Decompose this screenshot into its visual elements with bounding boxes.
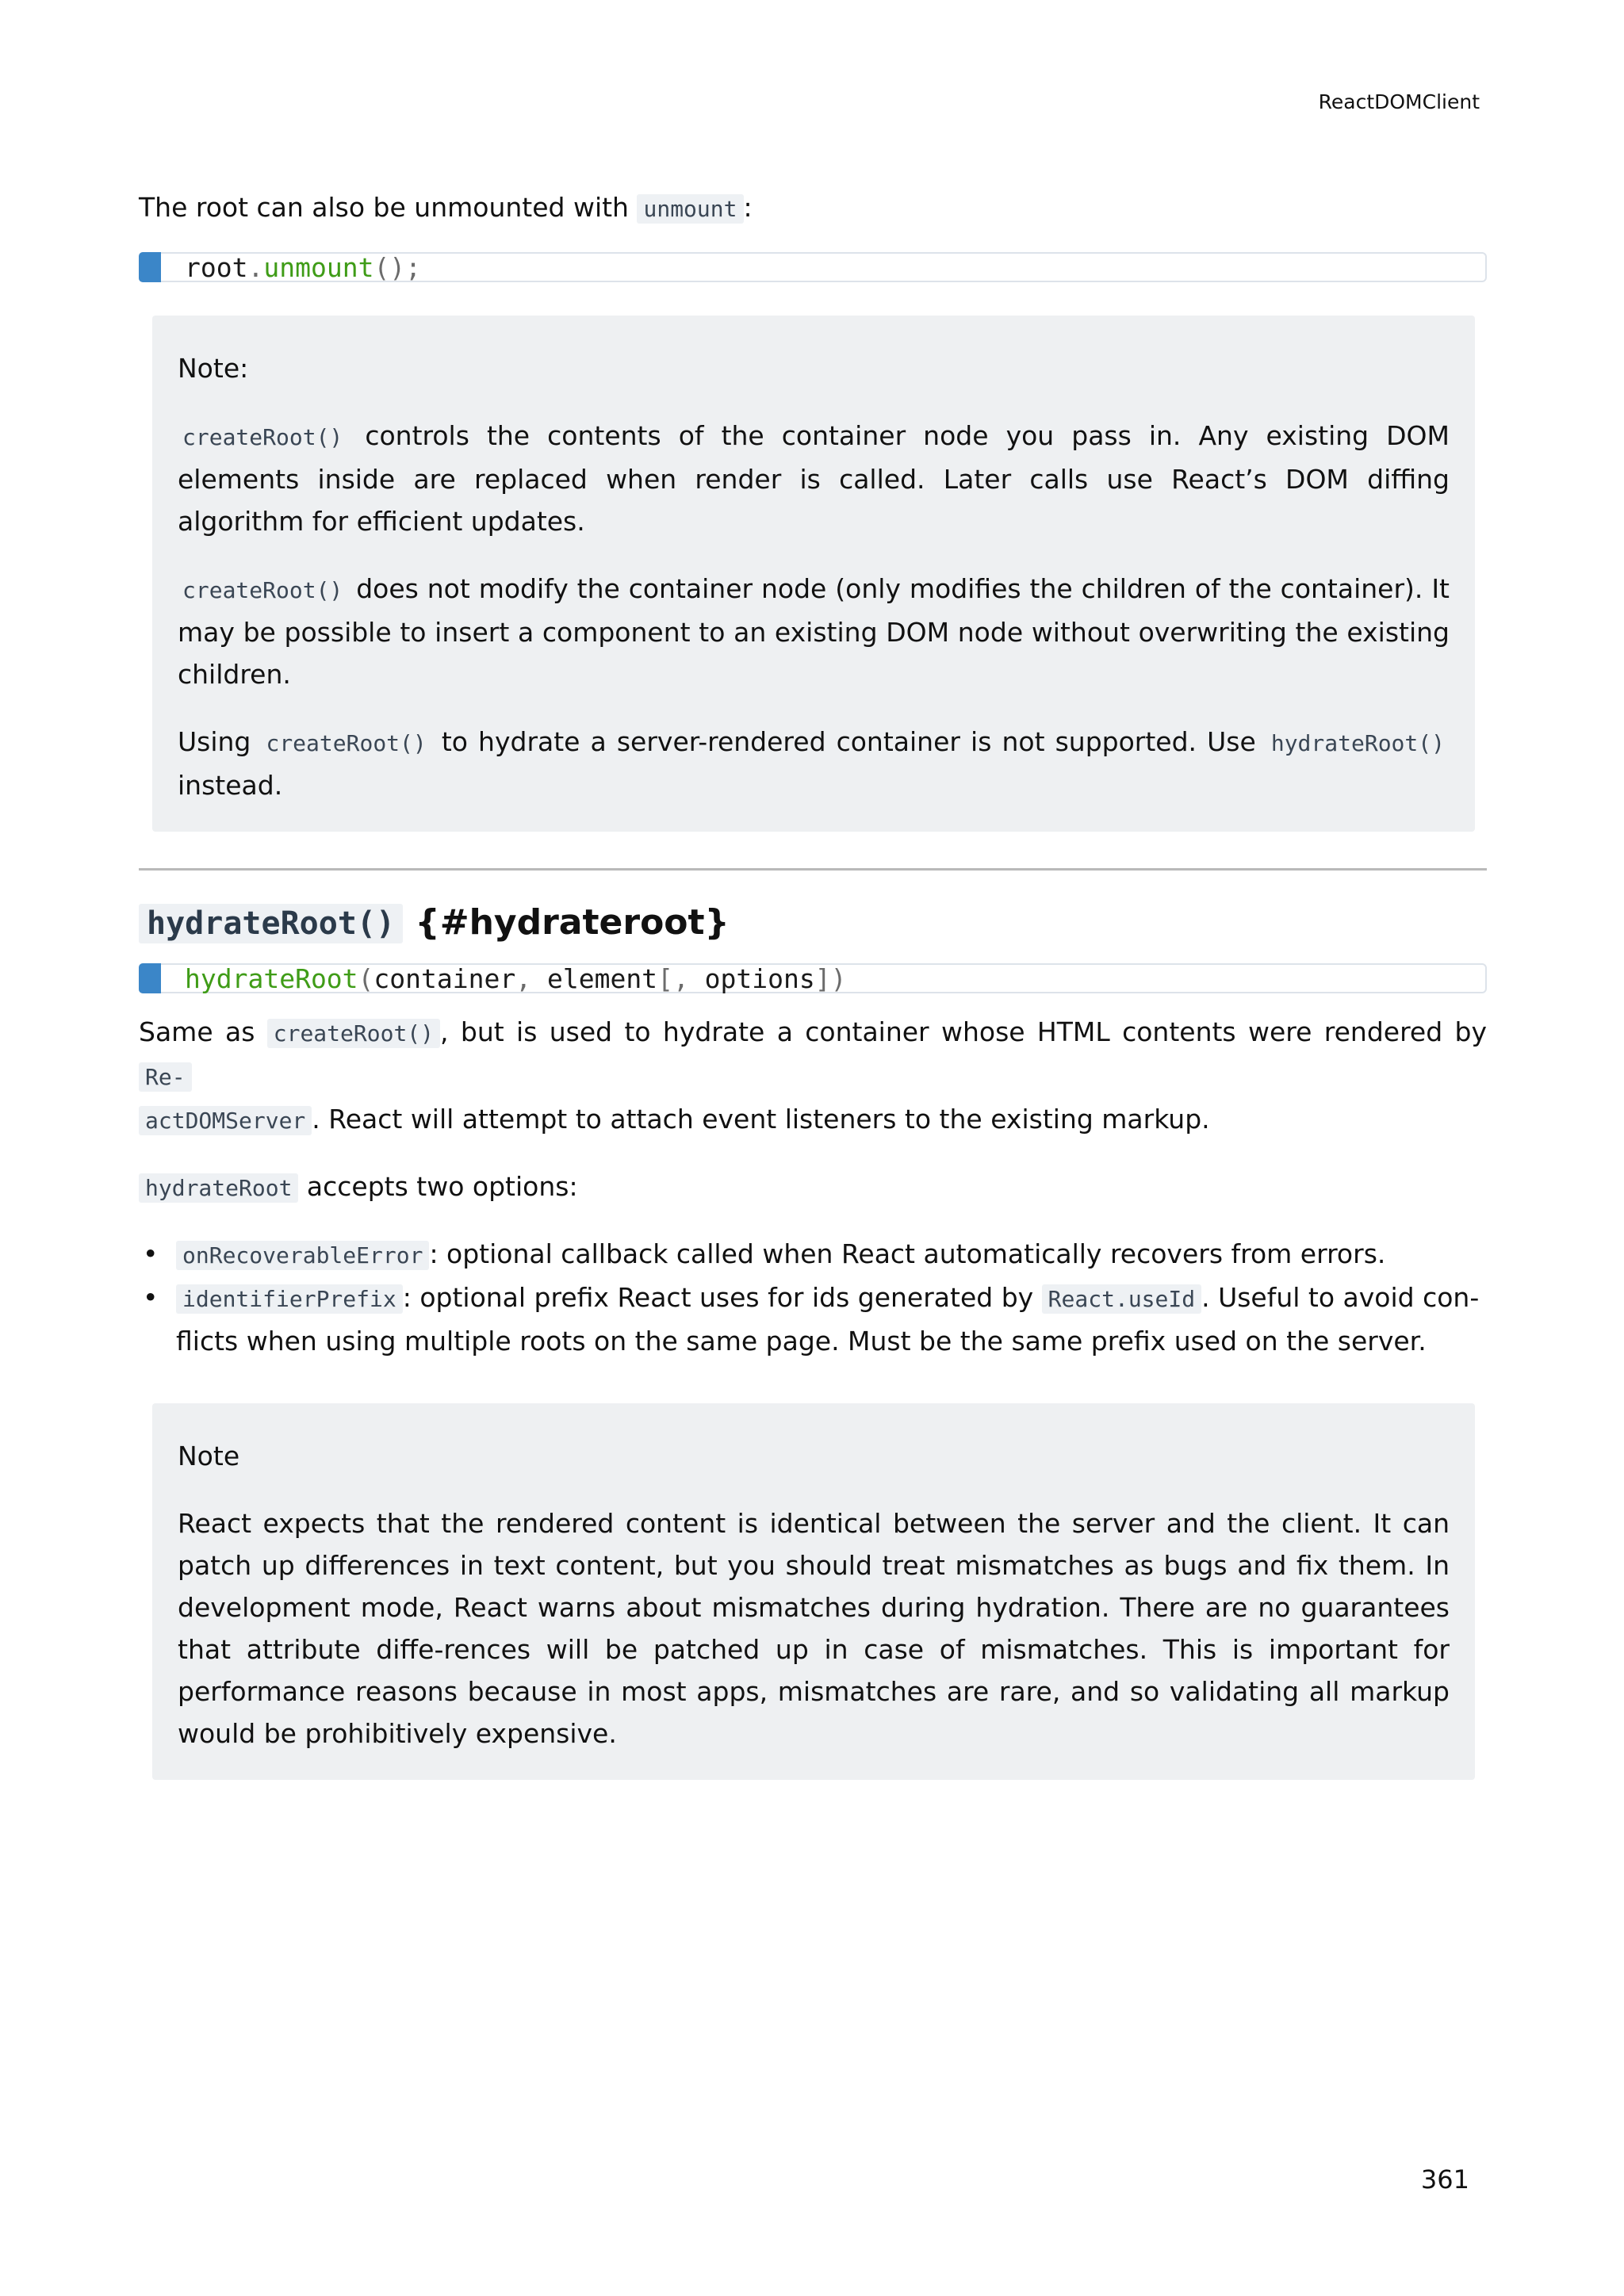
- inline-code-hydrateroot: hydrateRoot(): [1270, 730, 1445, 756]
- page-number: 361: [1420, 2164, 1469, 2195]
- options-intro: [139, 1165, 1487, 1209]
- inline-code-unmount: unmount: [637, 194, 743, 224]
- code-function: hydrateRoot: [185, 963, 358, 994]
- options-list: [139, 1233, 1487, 1362]
- note-p3-middle: to hydrate a server-rendered container is not supported. Use: [431, 726, 1266, 757]
- code-paren-open: (: [358, 963, 374, 994]
- note-p3-suffix: instead.: [178, 770, 283, 801]
- list-item: [139, 1276, 1487, 1362]
- code-block-signature: [139, 963, 1487, 993]
- para1-suffix: . React will attempt to attach event listeners to the existing markup.: [312, 1104, 1210, 1135]
- note-paragraph: React expects that the rendered content is identical between the server and the client. It can patch up differences in text content, but you should treat mismatches as bugs and fix them. In development mode, React warns about mismatches during hydration. There are no guarantees that attribute diffe-rences will be patched up in case of mismatches. This is important for performance reasons because in most apps, mismatches are rare, and so validating all markup would be prohibitively expensive.: [178, 1508, 1450, 1749]
- page-content: [139, 186, 1487, 1780]
- note-box-hydration: [152, 1403, 1475, 1780]
- description-paragraph: [139, 1011, 1487, 1142]
- para1-middle: , but is used to hydrate a container whose HTML contents were rendered by: [440, 1016, 1487, 1047]
- list-item: [139, 1233, 1487, 1276]
- note-title: Note: [178, 1441, 240, 1471]
- bullet: •: [143, 1282, 159, 1313]
- inline-code-reactdomserver: actDOMServer: [139, 1106, 312, 1135]
- note-paragraph-1: [178, 415, 1450, 542]
- note-p2-text: does not modify the container node (only modifies the children of the container). It may be possible to insert a component to an existing DOM node without overwriting the existing children.: [178, 573, 1450, 690]
- note-paragraph-3: [178, 721, 1450, 806]
- option-description: : optional callback called when React automatically recovers from errors.: [429, 1238, 1386, 1269]
- code-block-marker: [139, 252, 161, 282]
- code-bracket-close: ]): [814, 963, 847, 994]
- option-description-cont: . Useful to avoid con-flicts when using multiple roots on the same page. Must be the same prefix used on the server.: [176, 1282, 1480, 1357]
- heading-code: hydrateRoot(): [139, 904, 403, 943]
- inline-code-createroot: createRoot(): [266, 730, 427, 756]
- inline-code-createroot: createRoot(): [182, 577, 343, 603]
- code-arg-options: options: [688, 963, 815, 994]
- inline-code-hydrateroot: hydrateRoot: [139, 1173, 298, 1203]
- para1-prefix: Same as: [139, 1016, 267, 1047]
- note-box-createroot: [152, 316, 1475, 832]
- code-parens: ();: [373, 252, 422, 283]
- inline-code-useid: React.useId: [1042, 1284, 1201, 1314]
- bullet: •: [143, 1238, 159, 1269]
- note-title: Note:: [178, 353, 249, 384]
- para2-text: accepts two options:: [298, 1171, 578, 1202]
- code-block-marker: [139, 963, 161, 993]
- inline-code-option: identifierPrefix: [176, 1284, 403, 1314]
- code-line: [185, 963, 847, 995]
- note-paragraph-2: [178, 568, 1450, 695]
- inline-code-option: onRecoverableError: [176, 1241, 429, 1270]
- code-arg-element: element: [531, 963, 658, 994]
- option-description: : optional prefix React uses for ids generated by: [402, 1282, 1042, 1313]
- code-dot: .: [247, 252, 264, 283]
- code-object: root: [185, 252, 248, 283]
- inline-code-createroot: createRoot(): [267, 1019, 440, 1048]
- heading-anchor: {#hydrateroot}: [415, 902, 730, 943]
- intro-suffix: :: [743, 192, 753, 223]
- code-method: unmount: [263, 252, 374, 283]
- code-bracket-open: [: [657, 963, 673, 994]
- code-arg-container: container: [373, 963, 516, 994]
- section-heading: [139, 899, 1487, 947]
- code-block-unmount: [139, 252, 1487, 282]
- note-p3-prefix: Using: [178, 726, 262, 757]
- inline-code-reactdomserver: Re-: [139, 1062, 192, 1092]
- inline-code-createroot: createRoot(): [182, 424, 343, 450]
- note-p1-text: controls the contents of the container node you pass in. Any existing DOM elements inside are replaced when render is called. Later calls use React’s DOM diffing algorithm for efficient updates.: [178, 420, 1450, 537]
- intro-paragraph: [139, 186, 1487, 230]
- code-comma: ,: [515, 963, 532, 994]
- intro-text: The root can also be unmounted with: [139, 192, 629, 223]
- code-line: [185, 252, 421, 284]
- code-comma: ,: [672, 963, 689, 994]
- running-header: ReactDOMClient: [1318, 90, 1480, 113]
